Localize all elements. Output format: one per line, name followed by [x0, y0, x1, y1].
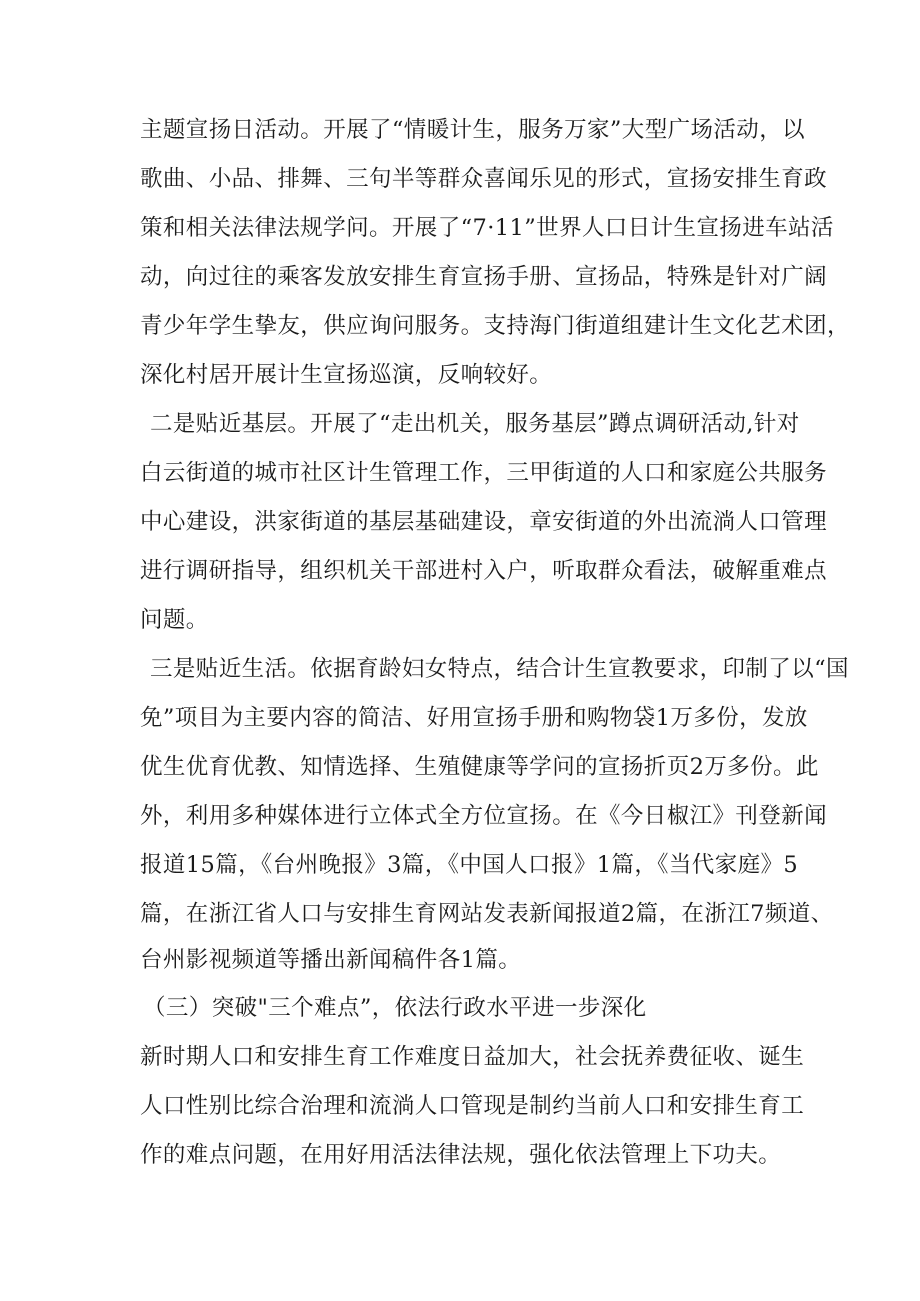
- text-line: 报道15篇，《台州晚报》3篇，《中国人口报》1篇，《当代家庭》5: [140, 852, 799, 878]
- text-line: 进行调研指导，组织机关干部进村入户，听取群众看法，破解重难点: [140, 558, 828, 584]
- text-line: 主题宣扬日活动。开展了“情暖计生，服务万家”大型广场活动，以: [140, 117, 806, 143]
- text-line: 免”项目为主要内容的简洁、好用宣扬手册和购物袋1万多份，发放: [140, 705, 808, 731]
- text-line: 三是贴近生活。依据育龄妇女特点，结合计生宣教要求，印制了以“国: [150, 656, 849, 682]
- text-line: 中心建设，洪家街道的基层基础建设，章安街道的外出流淌人口管理: [140, 509, 828, 535]
- text-line: 动，向过往的乘客发放安排生育宣扬手册、宣扬品，特殊是针对广阔: [140, 264, 828, 290]
- text-line: 篇，在浙江省人口与安排生育网站发表新闻报道2篇，在浙江7频道、: [140, 901, 834, 927]
- text-line: 新时期人口和安排生育工作难度日益加大，社会抚养费征收、诞生: [140, 1044, 805, 1070]
- text-line: 策和相关法律法规学问。开展了“7·11”世界人口日计生宣扬进车站活: [140, 215, 834, 241]
- text-line: 青少年学生挚友，供应询问服务。支持海门街道组建计生文化艺术团，: [140, 313, 850, 339]
- text-line: 外，利用多种媒体进行立体式全方位宣扬。在《今日椒江》刊登新闻: [140, 803, 828, 829]
- text-line: 优生优育优教、知情选择、生殖健康等学问的宣扬折页2万多份。此: [140, 754, 819, 780]
- text-line: 白云街道的城市社区计生管理工作，三甲街道的人口和家庭公共服务: [140, 460, 828, 486]
- text-line: 人口性别比综合治理和流淌人口管现是制约当前人口和安排生育工: [140, 1093, 805, 1119]
- section-heading: （三）突破"三个难点”，依法行政水平进一步深化: [143, 995, 647, 1021]
- text-line: 深化村居开展计生宣扬巡演，反响较好。: [140, 362, 553, 388]
- text-line: 台州影视频道等播出新闻稿件各1篇。: [140, 947, 522, 973]
- text-line: 作的难点问题，在用好用活法律法规，强化依法管理上下功夫。: [140, 1142, 782, 1168]
- text-line: 歌曲、小品、排舞、三句半等群众喜闻乐见的形式，宣扬安排生育政: [140, 166, 828, 192]
- text-line: 问题。: [140, 607, 209, 633]
- text-line: 二是贴近基层。开展了“走出机关，服务基层”蹲点调研活动,针对: [150, 411, 800, 437]
